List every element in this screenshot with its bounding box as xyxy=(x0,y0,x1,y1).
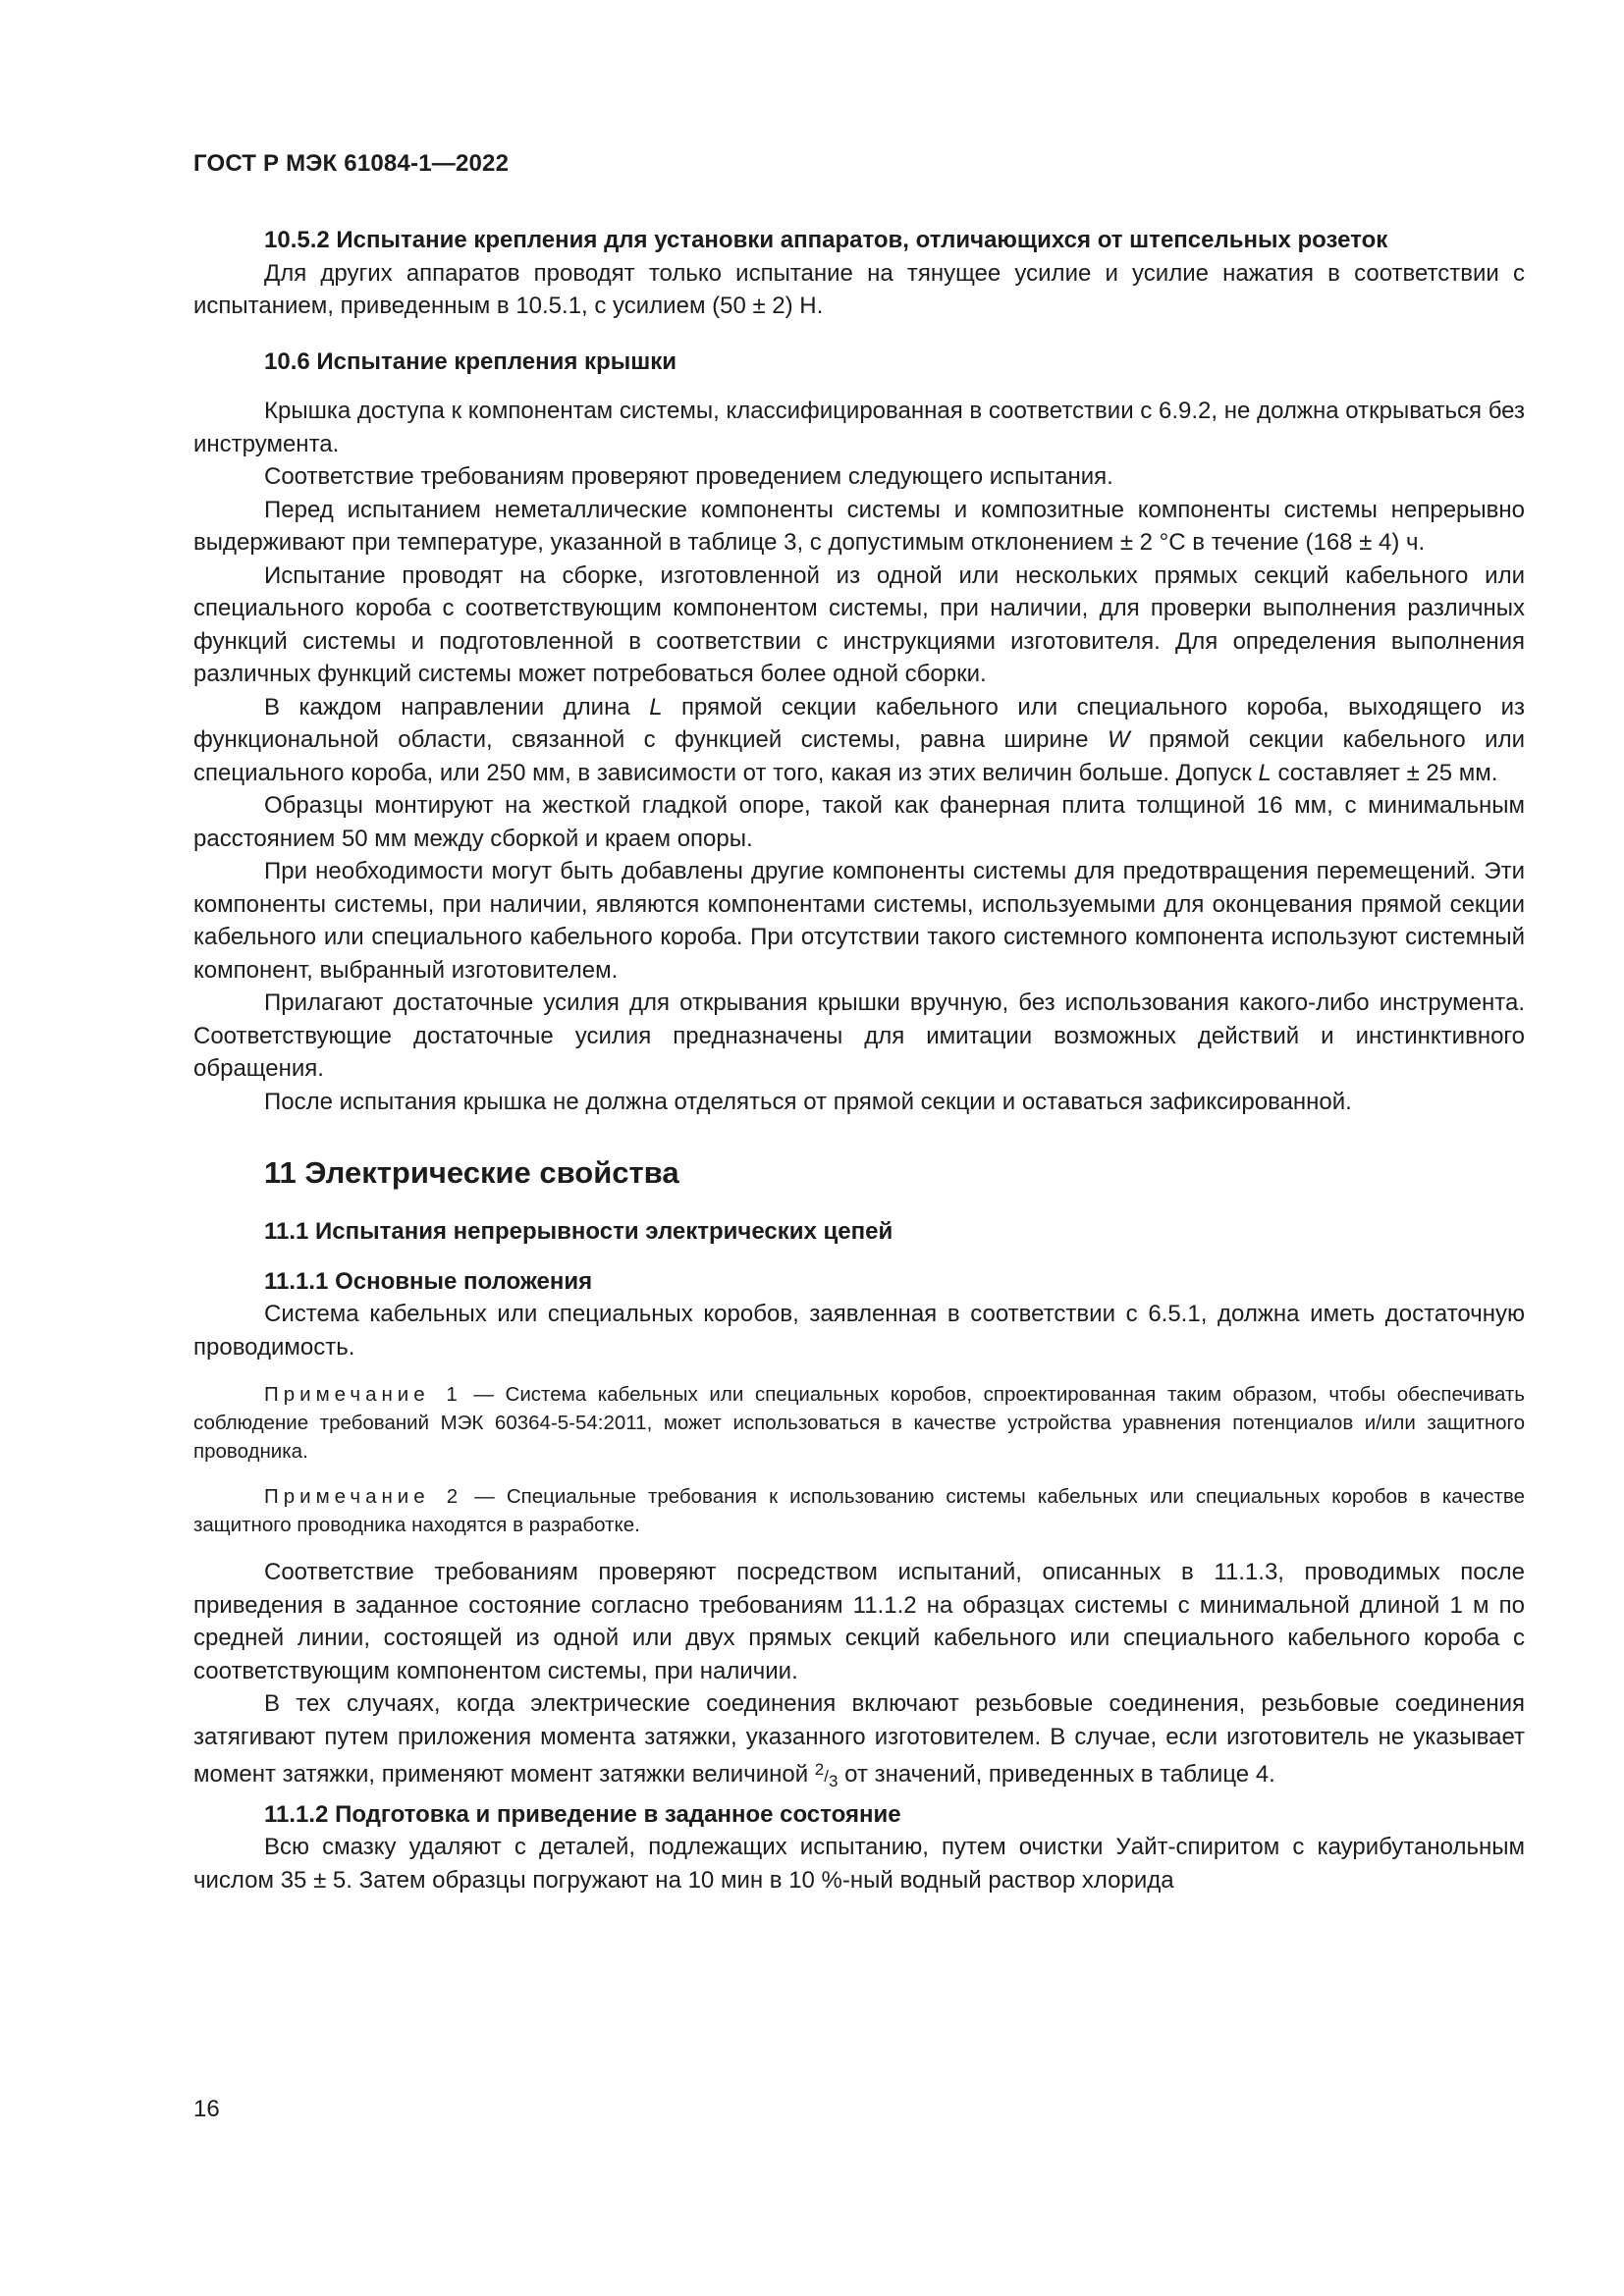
document-body xyxy=(193,224,1525,1896)
paragraph: Перед испытанием неметаллические компоненты системы и композитные компоненты системы непрерывно выдерживают при температуре, указанной в таблице 3, с допустимым отклонением ± 2 °С в течение (168 ± 4) ч. xyxy=(193,496,1525,556)
paragraph: Крышка доступа к компонентам системы, классифицированная в соответствии с 6.9.2, не должна открываться без инструмента. xyxy=(193,398,1525,457)
heading-11: 11 Электрические свойства xyxy=(264,1155,679,1190)
note-1: Примечание 1 — Система кабельных или специальных коробов, спроектированная таким образом, чтобы обеспечивать соблюдение требований МЭК 60364-5-54:2011, может использоваться в качестве устройства уравнения потенциалов и/или защитного проводника. xyxy=(193,1383,1525,1463)
paragraph: В каждом направлении длина L прямой секции кабельного или специального короба, выходящего из функциональной области, связанной с функцией системы, равна ширине W прямой секции кабельного или специального короба, или 250 мм, в зависимости от того, какая из этих величин больше. Допуск L составляет ± 25 мм. xyxy=(193,693,1526,786)
paragraph: Соответствие требованиям проверяют проведением следующего испытания. xyxy=(264,463,1113,490)
paragraph: Для других аппаратов проводят только испытание на тянущее усилие и усилие нажатия в соответствии с испытанием, приведенным в 10.5.1, с усилием (50 ± 2) Н. xyxy=(193,259,1525,319)
fraction-two-thirds: $^2/_3$ xyxy=(814,1760,839,1790)
paragraph: Испытание проводят на сборке, изготовленной из одной или нескольких прямых секций кабельного или специального короба с соответствующим компонентом системы, при наличии, для проверки выполнения различных функций системы и подготовленной в соответствии с инструкциями изготовителя. Для определения выполнения различных функций системы может потребоваться более одной сборки. xyxy=(193,561,1525,687)
heading-10-5-2: 10.5.2 Испытание крепления для установки аппаратов, отличающихся от штепсельных розеток xyxy=(264,227,1388,253)
page-number: 16 xyxy=(193,2096,220,2122)
paragraph: Образцы монтируют на жесткой гладкой опоре, такой как фанерная плита толщиной 16 мм, с минимальным расстоянием 50 мм между сборкой и краем опоры. xyxy=(193,792,1525,852)
note-2: Примечание 2 — Специальные требования к использованию системы кабельных или специальных коробов в качестве защитного проводника находятся в разработке. xyxy=(193,1485,1525,1536)
paragraph: Всю смазку удаляют с деталей, подлежащих испытанию, путем очистки Уайт-спиритом с каурибутанольным числом 35 ± 5. Затем образцы погружают на 10 мин в 10 %-ный водный раствор хлорида xyxy=(193,1834,1525,1894)
heading-11-1-2: 11.1.2 Подготовка и приведение в заданное состояние xyxy=(264,1800,901,1828)
paragraph: При необходимости могут быть добавлены другие компоненты системы для предотвращения перемещений. Эти компоненты системы, при наличии, являются компонентами системы, используемыми для оконцевания прямой секции кабельного или специального кабельного короба. При отсутствии такого системного компонента используют системный компонент, выбранный изготовителем. xyxy=(193,858,1525,984)
paragraph: В тех случаях, когда электрические соединения включают резьбовые соединения, резьбовые соединения затягивают путем приложения момента затяжки, указанного изготовителем. В случае, если изготовитель не указывает момент затяжки, применяют момент затяжки величиной $^2/_3$ от значений, приведенных в таблице 4. xyxy=(193,1690,1525,1790)
paragraph: Соответствие требованиям проверяют посредством испытаний, описанных в 11.1.3, проводимых после приведения в заданное состояние согласно требованиям 11.1.2 на образцах системы с минимальной длиной 1 м по средней линии, состоящей из одной или двух прямых секций кабельного или специального кабельного короба с соответствующим компонентом системы, при наличии. xyxy=(193,1559,1525,1684)
document-header: ГОСТ Р МЭК 61084-1—2022 xyxy=(193,150,510,177)
paragraph: Система кабельных или специальных коробов, заявленная в соответствии с 6.5.1, должна иметь достаточную проводимость. xyxy=(193,1301,1525,1361)
heading-11-1-1: 11.1.1 Основные положения xyxy=(264,1267,593,1295)
document-page xyxy=(193,0,1525,2296)
paragraph: После испытания крышка не должна отделяться от прямой секции и оставаться зафиксированной. xyxy=(264,1088,1352,1115)
paragraph: Прилагают достаточные усилия для открывания крышки вручную, без использования какого-либо инструмента. Соответствующие достаточные усилия предназначены для имитации возможных действий и инстинктивного обращения. xyxy=(193,989,1525,1082)
heading-10-6: 10.6 Испытание крепления крышки xyxy=(264,347,677,375)
heading-11-1: 11.1 Испытания непрерывности электрических цепей xyxy=(264,1218,893,1245)
